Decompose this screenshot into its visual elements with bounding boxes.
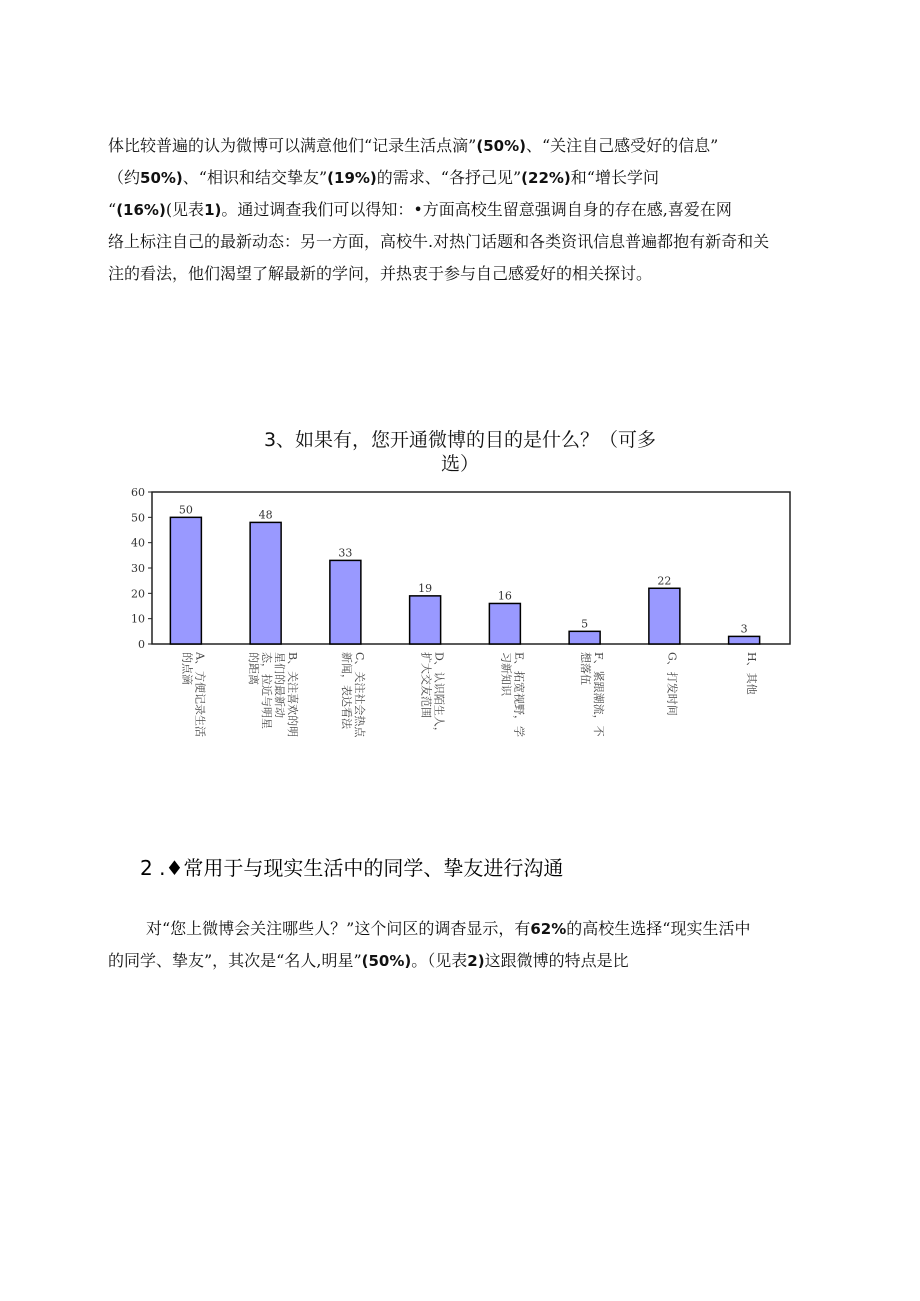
chart-title: 3、如果有，您开通微博的目的是什么？（可多 选） bbox=[263, 429, 657, 475]
bar bbox=[729, 636, 760, 644]
paragraph-1 bbox=[108, 130, 818, 290]
percent-value: 50%) bbox=[140, 169, 183, 187]
paragraph-2 bbox=[108, 913, 818, 977]
text-line: 注的看法，他们渴望了解最新的学问，并热衷于参与自己感爱好的相关探讨。 bbox=[108, 264, 653, 283]
bar bbox=[170, 517, 201, 644]
x-tick-label: 新闻，表达看法 bbox=[339, 652, 353, 729]
percent-value: (50%) bbox=[361, 952, 412, 970]
x-tick-label: 星们的最新动 bbox=[273, 652, 287, 718]
percent-value: (16%) bbox=[116, 201, 166, 219]
data-label: 16 bbox=[497, 589, 512, 603]
x-tick-label: C、关注社会热点 bbox=[352, 652, 366, 738]
x-tick-label: 的距离 bbox=[247, 652, 261, 685]
bar bbox=[569, 631, 600, 644]
x-tick-label: H、其他 bbox=[745, 652, 759, 695]
y-tick-label: 0 bbox=[138, 638, 145, 651]
percent-value: (22%) bbox=[521, 169, 571, 187]
x-tick-label: 扩大交友范围 bbox=[419, 652, 433, 718]
x-tick-label: F、紧跟潮流，不 bbox=[592, 652, 606, 737]
y-tick-label: 50 bbox=[131, 511, 145, 525]
x-tick-label: 态，拉近与明星 bbox=[260, 652, 274, 729]
percent-value: 62% bbox=[530, 920, 567, 938]
x-tick-label: G、打发时间 bbox=[665, 652, 679, 716]
bar-chart bbox=[128, 486, 792, 760]
y-tick-label: 60 bbox=[131, 486, 145, 499]
bar bbox=[410, 596, 441, 644]
bar bbox=[489, 603, 520, 644]
table-ref: 2) bbox=[467, 952, 485, 970]
table-ref: 1) bbox=[204, 201, 222, 219]
x-tick-label: E、拓宽视野，学 bbox=[512, 652, 526, 738]
section-heading: 2 .♦常用于与现实生活中的同学、挚友进行沟通 bbox=[140, 856, 564, 880]
text-line: 的同学、挚友”，其次是“名人,明星”(50%)。（见表2)这跟微博的特点是比 bbox=[108, 951, 629, 970]
text-line: “(16%)(见表1)。通过调查我们可以得知：•方面高校生留意强调自身的存在感,喜爱在网 bbox=[108, 200, 732, 219]
text-line: 体比较普遍的认为微博可以满意他们“记录生活点滴”(50%)、“关注自己感受好的信息” bbox=[108, 136, 719, 155]
data-label: 48 bbox=[258, 508, 273, 522]
x-tick-label: D、认识陌生人， bbox=[432, 652, 446, 738]
plot-frame bbox=[152, 492, 790, 644]
bar bbox=[649, 588, 680, 644]
y-tick-label: 10 bbox=[131, 612, 145, 626]
y-tick-label: 20 bbox=[131, 587, 145, 601]
data-label: 50 bbox=[178, 503, 193, 517]
x-tick-label: 想落伍 bbox=[579, 652, 593, 685]
y-tick-label: 30 bbox=[131, 562, 145, 575]
data-label: 19 bbox=[418, 581, 433, 595]
data-label: 22 bbox=[657, 574, 672, 588]
x-tick-label: A、方便记录生活 bbox=[193, 652, 207, 737]
bar bbox=[330, 560, 361, 644]
text-line: 对“您上微博会关注哪些人？”这个问区的调杳显示，有62%的高校生选择“现实生活中 bbox=[146, 919, 751, 938]
text-line: （约50%)、“相识和结交挚友”(19%)的需求、“各抒己见”(22%)和“增长学问 bbox=[108, 168, 659, 187]
text-line: 络上标注自己的最新动态：另一方面，高校牛.对热门话题和各类资讯信息普遍都抱有新奇和关 bbox=[108, 232, 770, 251]
x-tick-label: 习新知识 bbox=[499, 652, 513, 696]
data-label: 5 bbox=[581, 617, 589, 631]
percent-value: (19%) bbox=[327, 169, 377, 187]
y-tick-label: 40 bbox=[131, 536, 145, 550]
data-label: 3 bbox=[740, 622, 748, 636]
x-tick-label: B、关注喜欢的明 bbox=[286, 652, 300, 738]
percent-value: (50%) bbox=[476, 137, 526, 155]
data-label: 33 bbox=[338, 546, 353, 560]
bar bbox=[250, 522, 281, 644]
x-tick-label: 的点滴 bbox=[180, 652, 194, 685]
